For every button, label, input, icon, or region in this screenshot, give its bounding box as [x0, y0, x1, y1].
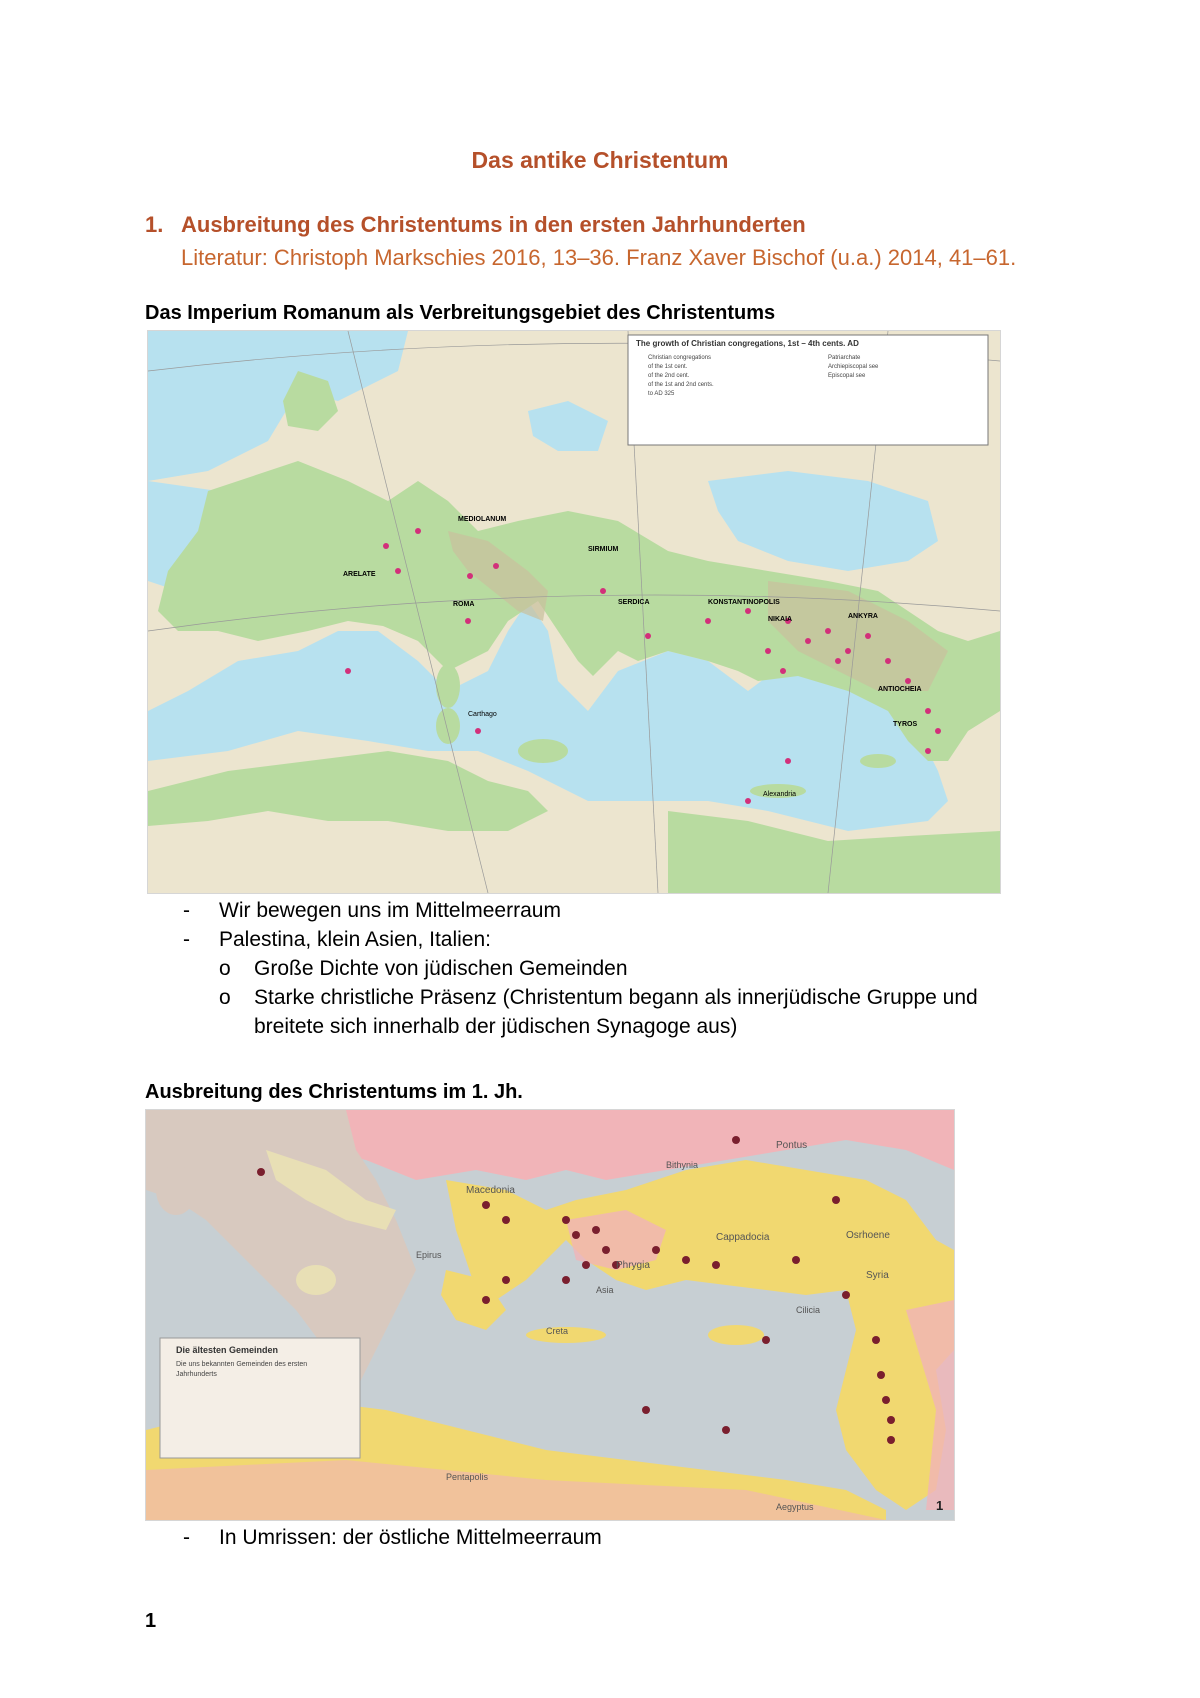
map2-label: Osrhoene — [846, 1230, 890, 1241]
map2-label: Pentapolis — [446, 1472, 489, 1482]
document-title: Das antike Christentum — [471, 147, 729, 173]
map2-label: Cappadocia — [716, 1232, 770, 1243]
bullet-marker: - — [183, 1526, 190, 1549]
map1-label: Alexandria — [763, 791, 797, 798]
section-heading: Ausbreitung des Christentums in den ersten Jahrhunderten — [181, 212, 806, 237]
map1-legend-right: Archiepiscopal see — [828, 364, 879, 370]
sub-bullet-text: Starke christliche Präsenz (Christentum begann als innerjüdische Gruppe und — [254, 986, 978, 1009]
map1-legend-item: of the 1st cent. — [648, 364, 688, 370]
map1-label: Carthago — [468, 711, 497, 718]
bullet-marker: - — [183, 928, 190, 951]
map1-legend-right: Episcopal see — [828, 373, 866, 379]
map-roman-empire-christianity — [147, 330, 1001, 894]
map1-label: TYROS — [893, 721, 918, 728]
bullet-text: In Umrissen: der östliche Mittelmeerraum — [219, 1526, 602, 1549]
subheading-imperium: Das Imperium Romanum als Verbreitungsgebiet des Christentums — [145, 302, 776, 324]
section-number: 1. — [145, 212, 164, 237]
map2-label: Pontus — [776, 1140, 808, 1151]
map1-label: SERDICA — [618, 599, 650, 606]
map1-label: ROMA — [453, 601, 475, 608]
bullet-text: Wir bewegen uns im Mittelmeerraum — [219, 899, 561, 922]
map2-legend-title: Die ältesten Gemeinden — [176, 1345, 279, 1355]
map2-label: Bithynia — [666, 1160, 699, 1170]
map2-label: Epirus — [416, 1250, 442, 1260]
map2-legend-subtitle: Die uns bekannten Gemeinden des ersten Jahrhunderts — [176, 1361, 308, 1378]
map-earliest-congregations — [145, 1109, 955, 1521]
map1-legend-item: of the 2nd cent. — [648, 373, 690, 379]
sub-bullet-continuation: breitete sich innerhalb der jüdischen Synagoge aus) — [254, 1015, 738, 1038]
map1-legend-item: of the 1st and 2nd cents. — [648, 382, 714, 388]
literature-reference: Literatur: Christoph Markschies 2016, 13–36. Franz Xaver Bischof (u.a.) 2014, 41–61. — [181, 245, 1017, 270]
map1-label: NIKAIA — [768, 616, 793, 623]
map2-label: Syria — [866, 1270, 889, 1281]
page-number: 1 — [145, 1610, 157, 1632]
sub-bullet-text: Große Dichte von jüdischen Gemeinden — [254, 957, 628, 980]
map1-label: SIRMIUM — [588, 546, 619, 553]
map-roman-empire-graphic — [148, 331, 1000, 893]
map1-label: ARELATE — [343, 571, 376, 578]
bullet-marker: - — [183, 899, 190, 922]
map1-label: ANTIOCHEIA — [878, 686, 922, 693]
map2-label: Phrygia — [616, 1260, 650, 1271]
map-earliest-congregations-graphic — [146, 1110, 954, 1520]
map1-legend-right: Patriarchate — [828, 355, 861, 361]
bullet-text: Palestina, klein Asien, Italien: — [219, 928, 491, 951]
map2-label: Macedonia — [466, 1185, 515, 1196]
map2-label: Creta — [546, 1326, 569, 1336]
map1-legend-item: Christian congregations — [648, 355, 712, 361]
map1-legend-title: The growth of Christian congregations, 1st – 4th cents. AD — [636, 339, 859, 348]
map2-figure-number: 1 — [936, 1498, 944, 1513]
map2-label: Asia — [596, 1285, 614, 1295]
map1-legend-item: to AD 325 — [648, 391, 675, 397]
subheading-first-century: Ausbreitung des Christentums im 1. Jh. — [145, 1081, 523, 1103]
map2-label: Cilicia — [796, 1305, 821, 1315]
map1-label: KONSTANTINOPOLIS — [708, 599, 780, 606]
map2-label: Aegyptus — [776, 1502, 814, 1512]
map1-label: MEDIOLANUM — [458, 516, 507, 523]
map1-label: ANKYRA — [848, 613, 878, 620]
sub-bullet-marker: o — [219, 957, 231, 980]
sub-bullet-marker: o — [219, 986, 231, 1009]
